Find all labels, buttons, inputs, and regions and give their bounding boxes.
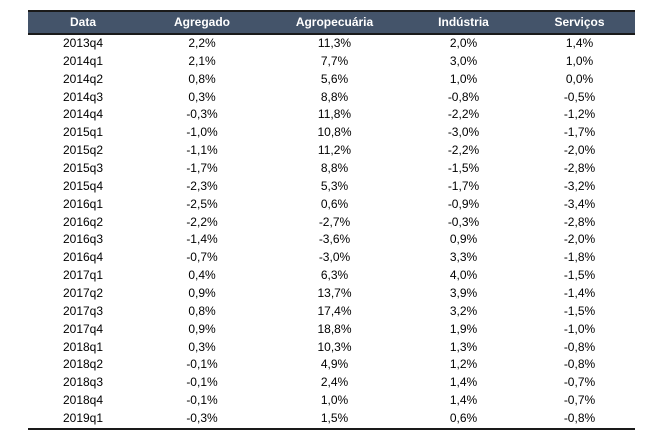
table-row (28, 53, 635, 71)
value-cell: 7,7% (320, 53, 349, 68)
table-row (28, 231, 635, 249)
row-label-cell: 2016q4 (62, 250, 104, 265)
value-cell: -1,4% (563, 286, 596, 301)
value-cell: -2,0% (563, 143, 596, 158)
value-cell: -0,8% (447, 89, 480, 104)
row-label-cell: 2018q1 (62, 339, 104, 354)
value-cell: -2,5% (186, 196, 218, 211)
value-cell: 4,9% (320, 357, 349, 372)
value-cell: -0,8% (563, 357, 596, 372)
value-cell: -1,1% (186, 143, 218, 158)
value-cell: 3,3% (449, 250, 478, 265)
value-cell: 3,0% (449, 53, 478, 68)
table-row (28, 106, 635, 124)
row-label-cell: 2015q3 (62, 161, 104, 176)
table-row (28, 71, 635, 89)
row-label-cell: 2017q4 (62, 321, 104, 336)
value-cell: 8,8% (320, 89, 349, 104)
value-cell: 5,6% (320, 71, 349, 86)
value-cell: -0,8% (524, 410, 635, 429)
value-cell: -1,7% (563, 125, 596, 140)
value-cell: 1,2% (449, 357, 478, 372)
value-cell: -0,7% (186, 250, 218, 265)
table-row (28, 356, 635, 374)
value-cell: 0,4% (188, 268, 216, 283)
value-cell: -0,3% (186, 107, 218, 122)
table-row (28, 196, 635, 214)
column-header: Serviços (524, 11, 635, 34)
value-cell: 4,0% (449, 268, 478, 283)
sector-growth-table (28, 10, 635, 430)
row-label-cell: 2017q2 (62, 286, 104, 301)
value-cell: 11,2% (317, 143, 352, 158)
value-cell: -1,5% (563, 303, 596, 318)
value-cell: -2,2% (186, 214, 218, 229)
value-cell: -0,7% (563, 393, 596, 408)
value-cell: 0,9% (449, 232, 478, 247)
table-row (28, 160, 635, 178)
value-cell: 0,6% (320, 196, 349, 211)
value-cell: -3,0% (447, 125, 480, 140)
value-cell: 1,9% (449, 321, 478, 336)
value-cell: 0,3% (188, 339, 216, 354)
value-cell: -2,2% (447, 107, 480, 122)
column-header: Data (28, 11, 138, 34)
value-cell: -1,7% (447, 178, 480, 193)
value-cell: 0,3% (188, 89, 216, 104)
value-cell: 3,2% (449, 303, 478, 318)
value-cell: 3,9% (449, 286, 478, 301)
value-cell: -0,1% (186, 375, 218, 390)
value-cell: -0,9% (447, 196, 480, 211)
value-cell: -1,4% (186, 232, 218, 247)
row-label-cell: 2013q4 (62, 36, 104, 50)
value-cell: -0,7% (563, 375, 596, 390)
row-label-cell: 2014q3 (62, 89, 104, 104)
column-header: Agregado (138, 11, 266, 34)
value-cell: 10,8% (317, 125, 352, 140)
value-cell: -0,1% (186, 393, 218, 408)
value-cell: 17,4% (317, 303, 352, 318)
value-cell: -0,8% (563, 339, 596, 354)
value-cell: -2,2% (447, 143, 480, 158)
value-cell: 1,0% (565, 53, 594, 68)
table-row (28, 89, 635, 107)
value-cell: 0,9% (188, 286, 216, 301)
value-cell: 18,8% (317, 321, 352, 336)
value-cell: 2,4% (320, 375, 349, 390)
value-cell: -1,0% (563, 321, 596, 336)
value-cell: -1,2% (563, 107, 596, 122)
value-cell: -3,6% (318, 232, 351, 247)
value-cell: -0,3% (138, 410, 266, 429)
table-row (28, 178, 635, 196)
table-row (28, 249, 635, 267)
value-cell: 2,0% (449, 36, 478, 50)
row-label-cell: 2016q3 (62, 232, 104, 247)
value-cell: -2,8% (563, 214, 596, 229)
value-cell: 2,1% (188, 53, 216, 68)
table-row (28, 339, 635, 357)
value-cell: -2,3% (186, 178, 218, 193)
value-cell: 11,8% (317, 107, 352, 122)
value-cell: 2,2% (188, 36, 216, 50)
table-row (28, 34, 635, 53)
value-cell: 1,0% (449, 71, 478, 86)
value-cell: -3,2% (563, 178, 596, 193)
table-row (28, 410, 635, 429)
table-row (28, 267, 635, 285)
table-row (28, 392, 635, 410)
value-cell: 8,8% (320, 161, 349, 176)
value-cell: 1,4% (449, 393, 478, 408)
row-label-cell: 2015q2 (62, 143, 104, 158)
row-label-cell: 2014q1 (62, 53, 104, 68)
value-cell: 10,3% (317, 339, 352, 354)
value-cell: -1,7% (186, 161, 218, 176)
value-cell: 6,3% (320, 268, 349, 283)
value-cell: -2,8% (563, 161, 596, 176)
row-label-cell: 2018q2 (62, 357, 104, 372)
value-cell: 0,8% (188, 303, 216, 318)
table-row (28, 214, 635, 232)
table-header (28, 11, 635, 34)
row-label-cell: 2019q1 (28, 410, 138, 429)
value-cell: -0,5% (563, 89, 596, 104)
value-cell: 13,7% (317, 286, 352, 301)
value-cell: 1,4% (449, 375, 478, 390)
column-header: Agropecuária (266, 11, 403, 34)
value-cell: -0,3% (447, 214, 480, 229)
value-cell: 1,3% (449, 339, 478, 354)
value-cell: -3,4% (563, 196, 596, 211)
column-header: Indústria (403, 11, 524, 34)
table-row (28, 374, 635, 392)
value-cell: 0,8% (188, 71, 216, 86)
row-label-cell: 2018q4 (62, 393, 104, 408)
value-cell: 1,5% (266, 410, 403, 429)
value-cell: 11,3% (317, 36, 352, 50)
value-cell: 0,6% (403, 410, 524, 429)
row-label-cell: 2014q2 (62, 71, 104, 86)
value-cell: -1,0% (186, 125, 218, 140)
value-cell: 5,3% (320, 178, 349, 193)
value-cell: -1,8% (563, 250, 596, 265)
row-label-cell: 2017q1 (62, 268, 104, 283)
value-cell: -2,0% (563, 232, 596, 247)
value-cell: -3,0% (318, 250, 351, 265)
value-cell: -1,5% (563, 268, 596, 283)
value-cell: 0,0% (565, 71, 594, 86)
row-label-cell: 2015q4 (62, 178, 104, 193)
row-label-cell: 2016q1 (62, 196, 104, 211)
table-row (28, 321, 635, 339)
header-row (28, 11, 635, 34)
table-row (28, 142, 635, 160)
row-label-cell: 2014q4 (62, 107, 104, 122)
value-cell: 1,4% (565, 36, 594, 50)
table-body (28, 34, 635, 429)
row-label-cell: 2017q3 (62, 303, 104, 318)
value-cell: -0,1% (186, 357, 218, 372)
row-label-cell: 2016q2 (62, 214, 104, 229)
value-cell: 0,9% (188, 321, 216, 336)
row-label-cell: 2018q3 (62, 375, 104, 390)
row-label-cell: 2015q1 (62, 125, 104, 140)
value-cell: 1,0% (320, 393, 349, 408)
value-cell: -1,5% (447, 161, 480, 176)
value-cell: -2,7% (318, 214, 351, 229)
table-row (28, 124, 635, 142)
table-row (28, 285, 635, 303)
table-row (28, 303, 635, 321)
